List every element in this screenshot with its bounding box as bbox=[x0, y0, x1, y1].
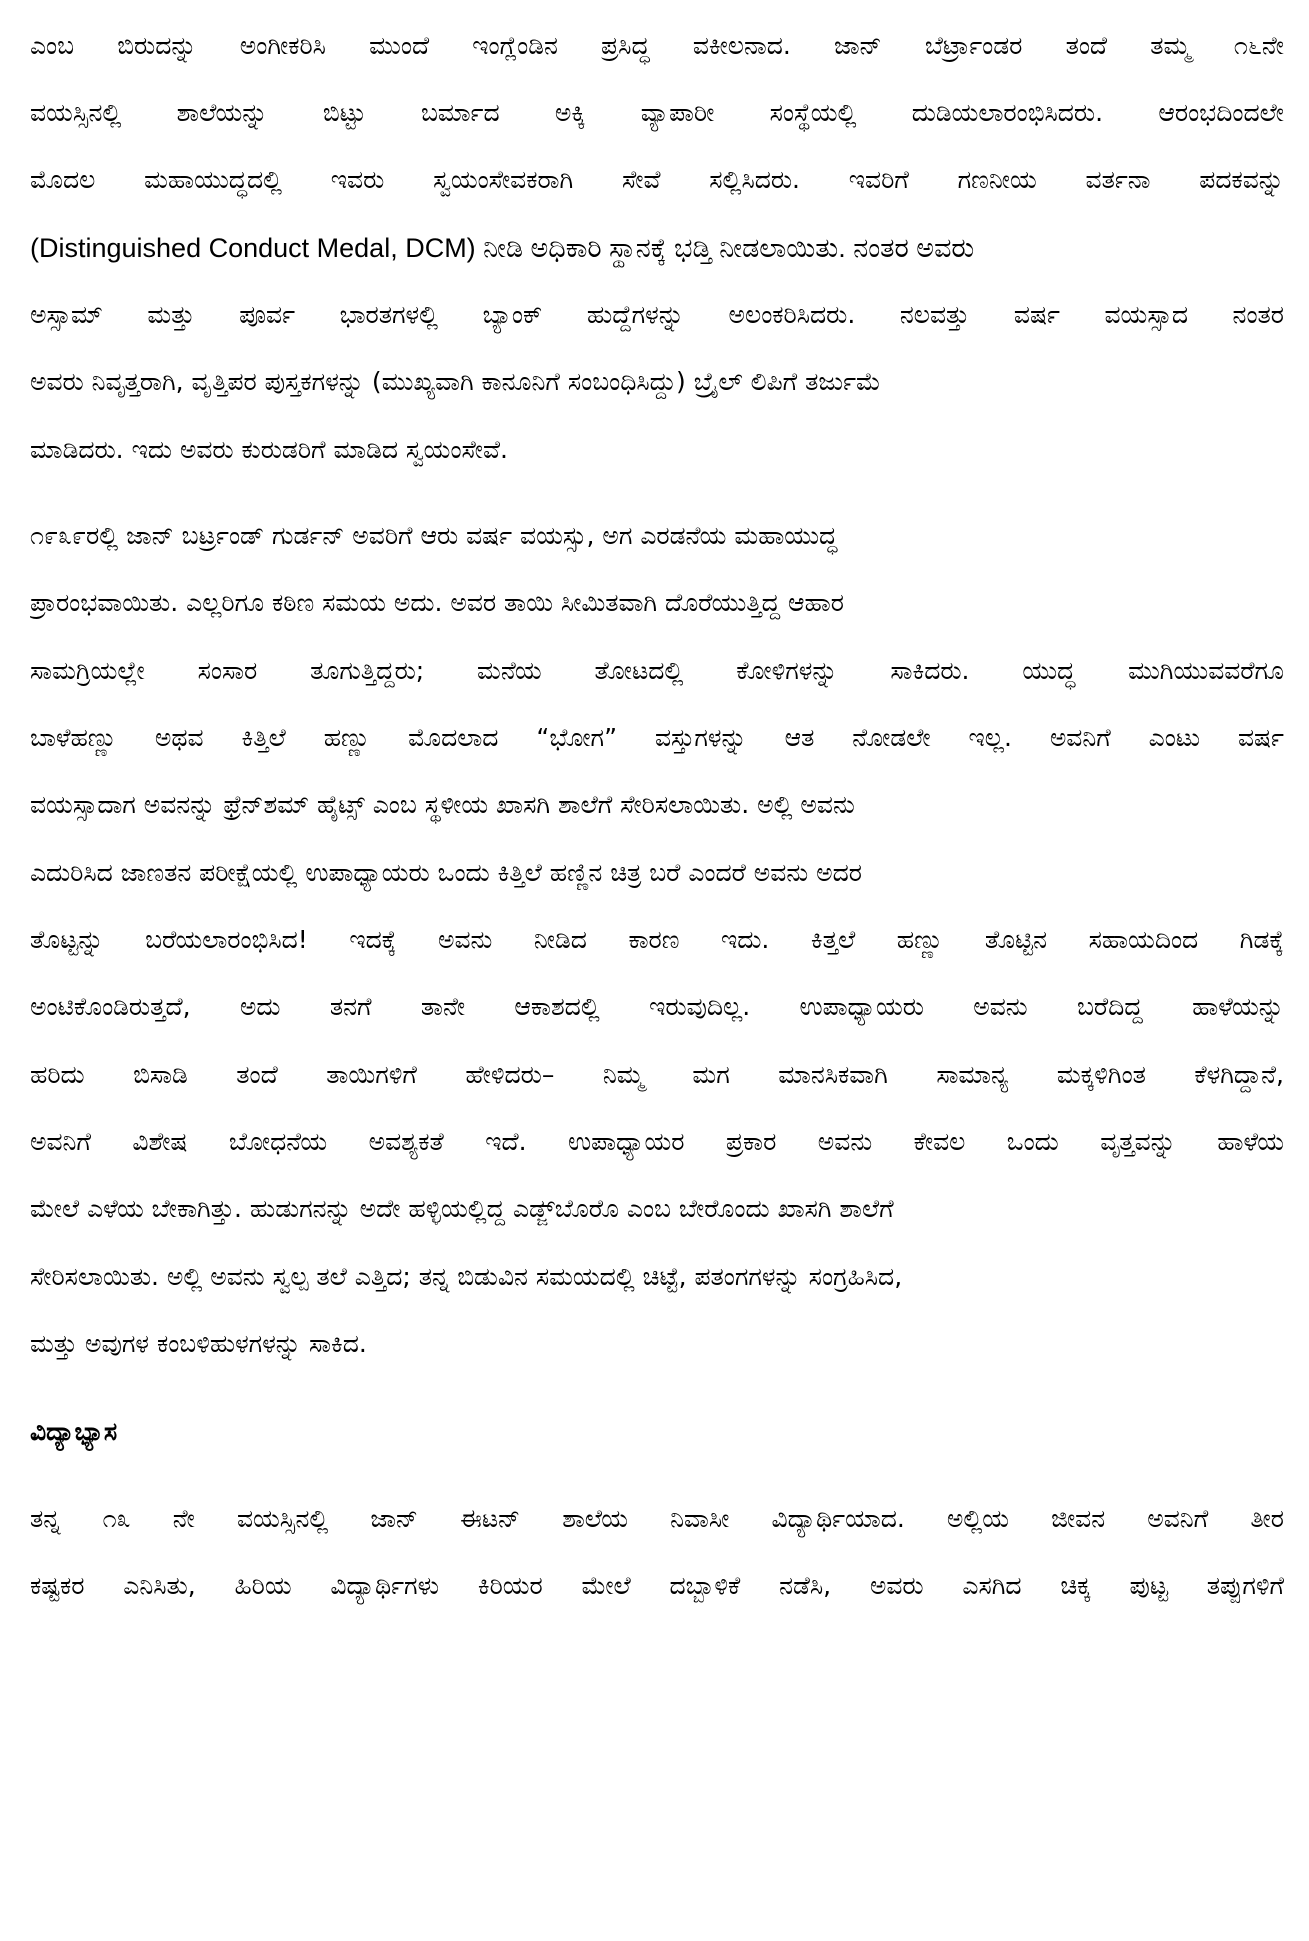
paragraph-1-line-2: ವಯಸ್ಸಿನಲ್ಲಿ ಶಾಲೆಯನ್ನು ಬಿಟ್ಟು ಬರ್ಮಾದ ಅಕ್ಕಿ ವ್ಯಾಪಾರೀ ಸಂಸ್ಥೆಯಲ್ಲಿ ದುಡಿಯಲಾರಂಭಿಸಿದರು. ಆರಂಭದಿಂದಲೇ bbox=[30, 98, 1284, 127]
paragraph-1-line-1: ಎಂಬ ಬಿರುದನ್ನು ಅಂಗೀಕರಿಸಿ ಮುಂದೆ ಇಂಗ್ಲೆಂಡಿನ ಪ್ರಸಿದ್ಧ ವಕೀಲನಾದ. ಜಾನ್ ಬೆರ್ಟ್ರಾಂಡರ ತಂದೆ ತಮ್ಮ ೧೬ನೇ bbox=[30, 31, 1284, 60]
paragraph-2-line-6: ಎದುರಿಸಿದ ಜಾಣತನ ಪರೀಕ್ಷೆಯಲ್ಲಿ ಉಪಾಧ್ಯಾಯರು ಒಂದು ಕಿತ್ತಿಲೆ ಹಣ್ಣಿನ ಚಿತ್ರ ಬರೆ ಎಂದರೆ ಅವನು ಅದರ bbox=[30, 858, 862, 887]
paragraph-2-line-2: ಪ್ರಾರಂಭವಾಯಿತು. ಎಲ್ಲರಿಗೂ ಕಠಿಣ ಸಮಯ ಅದು. ಅವರ ತಾಯಿ ಸೀಮಿತವಾಗಿ ದೊರೆಯುತ್ತಿದ್ದ ಆಹಾರ bbox=[30, 588, 844, 617]
paragraph-1-line-6: ಅವರು ನಿವೃತ್ತರಾಗಿ, ವೃತ್ತಿಪರ ಪುಸ್ತಕಗಳನ್ನು (ಮುಖ್ಯವಾಗಿ ಕಾನೂನಿಗೆ ಸಂಬಂಧಿಸಿದ್ದು) ಬ್ರೈಲ್ ಲಿಪಿಗೆ ತರ್ಜುಮೆ bbox=[30, 367, 881, 396]
paragraph-2-line-3: ಸಾಮಗ್ರಿಯಲ್ಲೇ ಸಂಸಾರ ತೂಗುತ್ತಿದ್ದರು; ಮನೆಯ ತೋಟದಲ್ಲಿ ಕೋಳಿಗಳನ್ನು ಸಾಕಿದರು. ಯುದ್ಧ ಮುಗಿಯುವವರೆಗೂ bbox=[30, 656, 1284, 685]
paragraph-2-line-8: ಅಂಟಿಕೊಂಡಿರುತ್ತದೆ, ಅದು ತನಗೆ ತಾನೇ ಆಕಾಶದಲ್ಲಿ ಇರುವುದಿಲ್ಲ. ಉಪಾಧ್ಯಾಯರು ಅವನು ಬರೆದಿದ್ದ ಹಾಳೆಯನ್ನು bbox=[30, 992, 1284, 1021]
paragraph-3-line-2: ಕಷ್ಟಕರ ಎನಿಸಿತು, ಹಿರಿಯ ವಿದ್ಯಾರ್ಥಿಗಳು ಕಿರಿಯರ ಮೇಲೆ ದಬ್ಬಾಳಿಕೆ ನಡೆಸಿ, ಅವರು ಎಸಗಿದ ಚಿಕ್ಕ ಪುಟ್ಟ ತಪ್ಪುಗಳಿಗೆ bbox=[30, 1571, 1284, 1600]
section-heading: ವಿದ್ಯಾಭ್ಯಾಸ bbox=[30, 1417, 118, 1446]
paragraph-1-line-4: (Distinguished Conduct Medal, DCM) ನೀಡಿ ಅಧಿಕಾರಿ ಸ್ಥಾನಕ್ಕೆ ಭಡ್ತಿ ನೀಡಲಾಯಿತು. ನಂತರ ಅವರು bbox=[30, 233, 975, 263]
paragraph-1-line-7: ಮಾಡಿದರು. ಇದು ಅವರು ಕುರುಡರಿಗೆ ಮಾಡಿದ ಸ್ವಯಂಸೇವೆ. bbox=[30, 435, 509, 464]
paragraph-2-line-10: ಅವನಿಗೆ ವಿಶೇಷ ಬೋಧನೆಯ ಅವಶ್ಯಕತೆ ಇದೆ. ಉಪಾಧ್ಯಾಯರ ಪ್ರಕಾರ ಅವನು ಕೇವಲ ಒಂದು ವೃತ್ತವನ್ನು ಹಾಳೆಯ bbox=[30, 1127, 1284, 1156]
paragraph-2-line-9: ಹರಿದು ಬಿಸಾಡಿ ತಂದೆ ತಾಯಿಗಳಿಗೆ ಹೇಳಿದರು– ನಿಮ್ಮ ಮಗ ಮಾನಸಿಕವಾಗಿ ಸಾಮಾನ್ಯ ಮಕ್ಕಳಿಗಿಂತ ಕೆಳಗಿದ್ದಾನೆ, bbox=[30, 1060, 1284, 1089]
paragraph-2-line-5: ವಯಸ್ಸಾದಾಗ ಅವನನ್ನು ಫ್ರೆನ್‌ಶಮ್ ಹೈಟ್ಸ್ ಎಂಬ ಸ್ಥಳೀಯ ಖಾಸಗಿ ಶಾಲೆಗೆ ಸೇರಿಸಲಾಯಿತು. ಅಲ್ಲಿ ಅವನು bbox=[30, 790, 855, 819]
paragraph-1-line-5: ಅಸ್ಸಾಮ್ ಮತ್ತು ಪೂರ್ವ ಭಾರತಗಳಲ್ಲಿ ಬ್ಯಾಂಕ್ ಹುದ್ದೆಗಳನ್ನು ಅಲಂಕರಿಸಿದರು. ನಲವತ್ತು ವರ್ಷ ವಯಸ್ಸಾದ ನಂತರ bbox=[30, 300, 1284, 329]
paragraph-2-line-11: ಮೇಲೆ ಎಳೆಯ ಬೇಕಾಗಿತ್ತು. ಹುಡುಗನನ್ನು ಅದೇ ಹಳ್ಳಿಯಲ್ಲಿದ್ದ ಎಡ್ಜ್‌ಬೊರೊ ಎಂಬ ಬೇರೊಂದು ಖಾಸಗಿ ಶಾಲೆಗೆ bbox=[30, 1194, 894, 1223]
paragraph-2-line-1: ೧೯೩೯ರಲ್ಲಿ ಜಾನ್ ಬರ್ಟ್ರಂಡ್ ಗುರ್ಡನ್ ಅವರಿಗೆ ಆರು ವರ್ಷ ವಯಸ್ಸು, ಅಗ ಎರಡನೆಯ ಮಹಾಯುದ್ಧ bbox=[30, 521, 838, 550]
paragraph-2-line-13: ಮತ್ತು ಅವುಗಳ ಕಂಬಳಿಹುಳಗಳನ್ನು ಸಾಕಿದ. bbox=[30, 1329, 367, 1358]
paragraph-2-line-4: ಬಾಳೆಹಣ್ಣು ಅಥವ ಕಿತ್ತಿಲೆ ಹಣ್ಣು ಮೊದಲಾದ “ಭೋಗ” ವಸ್ತುಗಳನ್ನು ಆತ ನೋಡಲೇ ಇಲ್ಲ. ಅವನಿಗೆ ಎಂಟು ವರ್ಷ bbox=[30, 723, 1284, 752]
paragraph-1-line-3: ಮೊದಲ ಮಹಾಯುದ್ಧದಲ್ಲಿ ಇವರು ಸ್ವಯಂಸೇವಕರಾಗಿ ಸೇವೆ ಸಲ್ಲಿಸಿದರು. ಇವರಿಗೆ ಗಣನೀಯ ವರ್ತನಾ ಪದಕವನ್ನು bbox=[30, 165, 1284, 194]
paragraph-2-line-12: ಸೇರಿಸಲಾಯಿತು. ಅಲ್ಲಿ ಅವನು ಸ್ವಲ್ಪ ತಲೆ ಎತ್ತಿದ; ತನ್ನ ಬಿಡುವಿನ ಸಮಯದಲ್ಲಿ ಚಿಟ್ಟೆ, ಪತಂಗಗಳನ್ನು ಸಂಗ್ರಹಿಸಿದ, bbox=[30, 1262, 903, 1291]
paragraph-3-line-1: ತನ್ನ ೧೩ ನೇ ವಯಸ್ಸಿನಲ್ಲಿ ಜಾನ್ ಈಟನ್ ಶಾಲೆಯ ನಿವಾಸೀ ವಿದ್ಯಾರ್ಥಿಯಾದ. ಅಲ್ಲಿಯ ಜೀವನ ಅವನಿಗೆ ತೀರ bbox=[30, 1504, 1284, 1533]
paragraph-2-line-7: ತೊಟ್ಟನ್ನು ಬರೆಯಲಾರಂಭಿಸಿದ! ಇದಕ್ಕೆ ಅವನು ನೀಡಿದ ಕಾರಣ ಇದು. ಕಿತ್ತಲೆ ಹಣ್ಣು ತೊಟ್ಟಿನ ಸಹಾಯದಿಂದ ಗಿಡಕ್ಕೆ bbox=[30, 925, 1284, 954]
